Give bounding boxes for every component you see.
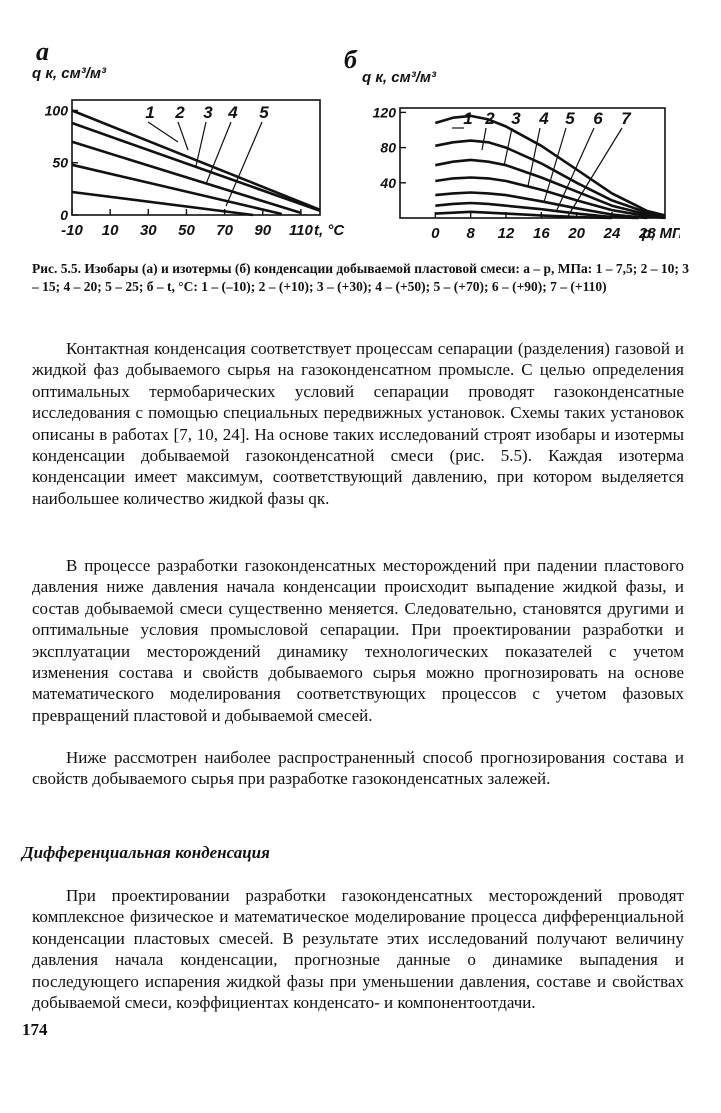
x-tick-label: 12 — [497, 225, 515, 242]
paragraph-forecast-method: Ниже рассмотрен наиболее распространенный способ прогнозирования состава и свойств добываемого сырья при разработке газоконденсатных залежей. — [32, 748, 684, 789]
panel-letter: а — [36, 38, 49, 66]
x-tick-label: 30 — [139, 222, 157, 239]
caption-label: Рис. 5.5. — [32, 261, 82, 276]
paragraph-contact-condensation: Контактная конденсация соответствует процессам сепарации (разделения) газовой и жидкой фаз добываемого сырья на газоконденсатном промысле. С целью определения оптимальных термобарических условий сепарации проводят газоконденсатные исследования с помощью специальных передвижных установок. Схемы таких установок описаны в работах [7, 10, 24]. На основе таких исследований строят изобары и изотермы конденсации добываемой газоконденсатной смеси (рис. 5.5). Каждая изотерма конденсации имеет максимум, соответствующий давлению, при котором выделяется наибольшее количество жидкой фазы qк. — [32, 339, 684, 508]
series-7-label: 7 — [621, 109, 631, 128]
x-axis-label: t, °C — [314, 222, 345, 239]
series-2-label: 2 — [485, 109, 495, 128]
series-1-leader — [148, 122, 178, 142]
chart-a-svg — [30, 38, 360, 258]
x-tick-label: 8 — [466, 225, 475, 242]
x-tick-label: 110 — [288, 222, 313, 239]
series-5-leader — [544, 128, 566, 202]
x-tick-label: 10 — [101, 222, 119, 239]
series-5-line — [72, 192, 253, 215]
y-tick-label: 100 — [44, 102, 68, 119]
page-number: 174 — [22, 1020, 48, 1039]
x-tick-label: 16 — [532, 225, 550, 242]
x-tick-label: 0 — [431, 225, 440, 242]
series-4-label: 4 — [228, 103, 238, 122]
paragraph-differential-condensation: При проектировании разработки газоконденсатных месторождений проводят комплексное физическое и математическое моделирование процесса дифференциальной конденсации пластовых смесей. В результате этих исследований получают величину давления начала конденсации, прогнозные данные о динамике выпадения и последующего испарения жидкой фазы при уменьшении давления, составе и свойствах добываемой смеси, коэффициентах конденсато- и компонентоотдачи. — [32, 886, 684, 1013]
series-5-leader — [226, 122, 262, 206]
series-3-leader — [196, 122, 206, 166]
series-3-line — [72, 142, 301, 213]
series-6-label: 6 — [593, 109, 603, 128]
figure-panel-a — [30, 38, 360, 258]
section-title: Дифференциальная конденсация — [22, 843, 270, 862]
series-5-label: 5 — [565, 109, 575, 128]
y-tick-label: 80 — [380, 139, 396, 156]
series-2-leader — [178, 122, 188, 150]
x-tick-label: 50 — [178, 222, 195, 239]
series-2-leader — [482, 128, 486, 150]
panel-letter: б — [344, 50, 357, 74]
x-tick-label: 24 — [603, 225, 621, 242]
figure-caption — [32, 260, 692, 296]
x-tick-label: 28 — [638, 225, 656, 242]
x-tick-label: -10 — [61, 222, 83, 239]
series-7-leader — [568, 128, 622, 216]
series-5-label: 5 — [259, 103, 269, 122]
series-3-label: 3 — [511, 109, 521, 128]
y-axis-label: q к, см³/м³ — [32, 65, 106, 82]
x-axis-label: p, М — [642, 225, 672, 242]
series-1-line — [435, 116, 665, 215]
series-2-label: 2 — [175, 103, 185, 122]
y-tick-label: 50 — [52, 154, 68, 171]
chart-b-svg — [340, 50, 680, 260]
series-3-label: 3 — [203, 103, 213, 122]
y-axis-label: q к, см³/м³ — [362, 69, 436, 86]
y-tick-label: 120 — [372, 104, 396, 121]
x-tick-label: 20 — [568, 225, 586, 242]
figure-panel-b — [340, 50, 680, 260]
series-1-label: 1 — [463, 109, 473, 128]
x-tick-label: 70 — [216, 222, 233, 239]
series-4-label: 4 — [539, 109, 549, 128]
caption-text: Изобары (а) и изотермы (б) конденсации добываемой пластовой смеси: а – р, МПа: 1 – 7,5; 2 – 10; 3 – 15; 4 – 20; 5 – 25; б – t, °С: 1 – (–10); 2 – (+10); 3 – (+30); 4 – (+50); 5 – (+70); 6 – (+90); 7 – (+110) — [32, 261, 689, 294]
y-tick-label: 0 — [60, 207, 68, 223]
paragraph-development-process: В процессе разработки газоконденсатных месторождений при падении пластового давления ниже давления начала конденсации происходит выпадение жидкой фазы, и состав добываемой смеси существенно меняется. Следовательно, становятся другими и оптимальные условия промысловой сепарации. При проектировании разработки и эксплуатации месторождений динамику технологических показателей с учетом изменения состава и свойств добываемого сырья можно прогнозировать на основе математического моделирования соответствующих процессов с учетом фазовых превращений пластовой и добываемой смесей. — [32, 556, 684, 725]
series-1-label: 1 — [145, 103, 155, 122]
y-tick-label: 40 — [380, 174, 396, 191]
x-tick-label: 90 — [254, 222, 272, 239]
